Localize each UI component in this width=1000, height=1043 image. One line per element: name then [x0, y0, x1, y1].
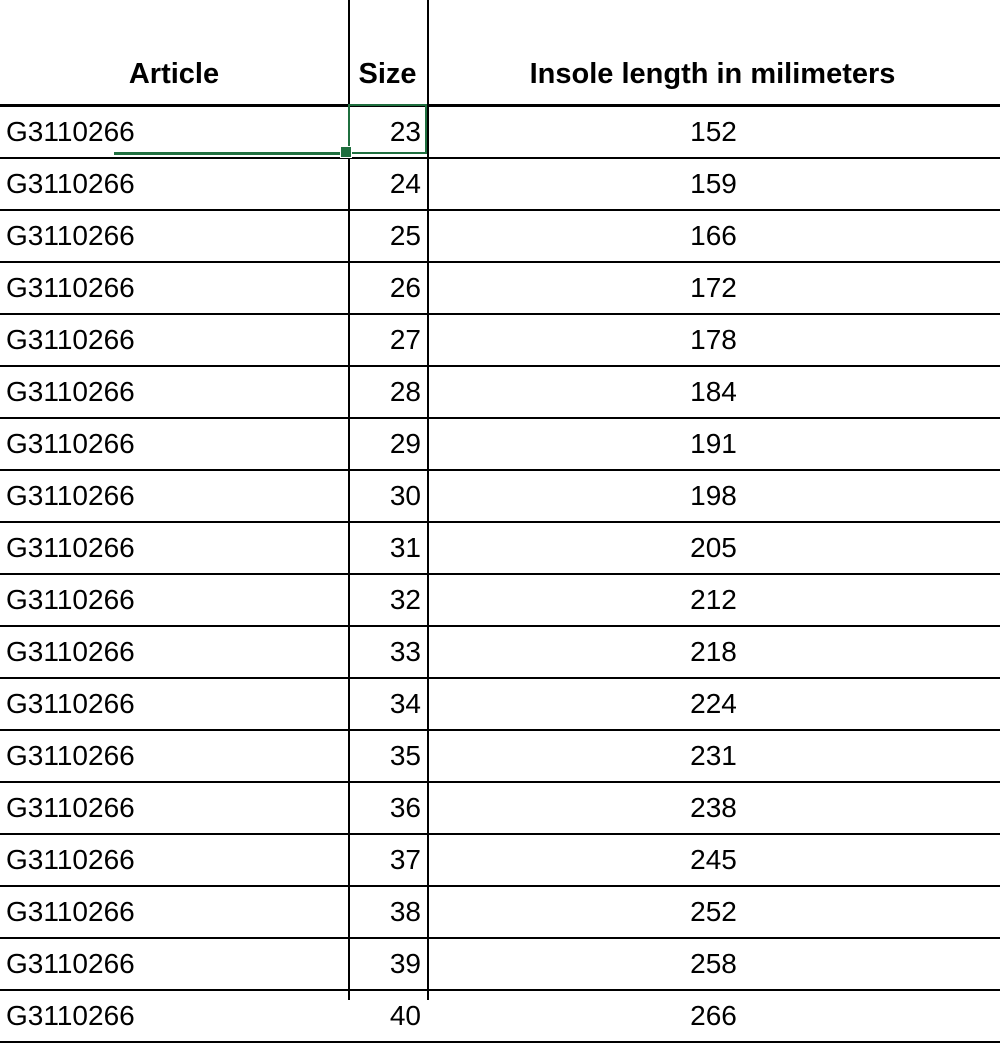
cell-size[interactable]: 37 — [348, 834, 427, 886]
table-row[interactable] — [0, 106, 1000, 159]
table-row[interactable] — [0, 990, 1000, 1042]
cell-article[interactable]: G3110266 — [0, 262, 348, 314]
cell-size[interactable]: 30 — [348, 470, 427, 522]
cell-article[interactable]: G3110266 — [0, 834, 348, 886]
cell-article[interactable]: G3110266 — [0, 886, 348, 938]
cell-insole-length[interactable]: 178 — [427, 314, 1000, 366]
table-row[interactable] — [0, 886, 1000, 938]
cell-size[interactable]: 35 — [348, 730, 427, 782]
cell-insole-length[interactable]: 198 — [427, 470, 1000, 522]
cell-article[interactable]: G3110266 — [0, 574, 348, 626]
cell-article[interactable]: G3110266 — [0, 314, 348, 366]
table-row[interactable] — [0, 626, 1000, 678]
cell-article[interactable]: G3110266 — [0, 210, 348, 262]
column-header-article[interactable]: Article — [0, 44, 348, 106]
cell-size[interactable]: 23 — [348, 106, 427, 159]
table-row[interactable] — [0, 574, 1000, 626]
cell-article[interactable]: G3110266 — [0, 626, 348, 678]
table-row[interactable] — [0, 938, 1000, 990]
cell-insole-length[interactable]: 245 — [427, 834, 1000, 886]
cell-insole-length[interactable]: 152 — [427, 106, 1000, 159]
cell-article[interactable]: G3110266 — [0, 158, 348, 210]
cell-article[interactable]: G3110266 — [0, 730, 348, 782]
cell-article[interactable]: G3110266 — [0, 990, 348, 1042]
cell-insole-length[interactable]: 224 — [427, 678, 1000, 730]
table-row[interactable] — [0, 418, 1000, 470]
table-row[interactable] — [0, 730, 1000, 782]
cell-size[interactable]: 31 — [348, 522, 427, 574]
column-header-insole-length[interactable]: Insole length in milimeters — [427, 44, 1000, 106]
cell-size[interactable]: 26 — [348, 262, 427, 314]
table-row[interactable] — [0, 782, 1000, 834]
cell-insole-length[interactable]: 184 — [427, 366, 1000, 418]
cell-article[interactable]: G3110266 — [0, 106, 348, 159]
cell-insole-length[interactable]: 212 — [427, 574, 1000, 626]
table-row[interactable] — [0, 158, 1000, 210]
cell-insole-length[interactable]: 238 — [427, 782, 1000, 834]
cell-size[interactable]: 32 — [348, 574, 427, 626]
cell-insole-length[interactable]: 159 — [427, 158, 1000, 210]
cell-insole-length[interactable]: 266 — [427, 990, 1000, 1042]
table-row[interactable] — [0, 522, 1000, 574]
cell-article[interactable]: G3110266 — [0, 470, 348, 522]
cell-size[interactable]: 36 — [348, 782, 427, 834]
table-row[interactable] — [0, 210, 1000, 262]
cell-size[interactable]: 24 — [348, 158, 427, 210]
cell-size[interactable]: 28 — [348, 366, 427, 418]
cell-insole-length[interactable]: 231 — [427, 730, 1000, 782]
cell-insole-length[interactable]: 172 — [427, 262, 1000, 314]
cell-size[interactable]: 38 — [348, 886, 427, 938]
cell-article[interactable]: G3110266 — [0, 522, 348, 574]
cell-size[interactable]: 25 — [348, 210, 427, 262]
cell-size[interactable]: 40 — [348, 990, 427, 1042]
table-row[interactable] — [0, 470, 1000, 522]
cell-insole-length[interactable]: 258 — [427, 938, 1000, 990]
cell-article[interactable]: G3110266 — [0, 366, 348, 418]
cell-insole-length[interactable]: 166 — [427, 210, 1000, 262]
table-row[interactable] — [0, 834, 1000, 886]
table-row[interactable] — [0, 262, 1000, 314]
cell-article[interactable]: G3110266 — [0, 678, 348, 730]
table-row[interactable] — [0, 678, 1000, 730]
cell-size[interactable]: 34 — [348, 678, 427, 730]
cell-size[interactable]: 29 — [348, 418, 427, 470]
cell-insole-length[interactable]: 252 — [427, 886, 1000, 938]
header-row — [0, 44, 1000, 106]
table-row[interactable] — [0, 314, 1000, 366]
cell-insole-length[interactable]: 205 — [427, 522, 1000, 574]
cell-insole-length[interactable]: 218 — [427, 626, 1000, 678]
cell-article[interactable]: G3110266 — [0, 418, 348, 470]
cell-size[interactable]: 33 — [348, 626, 427, 678]
table-body — [0, 106, 1000, 1043]
table-header — [0, 44, 1000, 106]
cell-article[interactable]: G3110266 — [0, 782, 348, 834]
cell-insole-length[interactable]: 191 — [427, 418, 1000, 470]
data-table — [0, 44, 1000, 1043]
cell-article[interactable]: G3110266 — [0, 938, 348, 990]
table-row[interactable] — [0, 366, 1000, 418]
cell-size[interactable]: 27 — [348, 314, 427, 366]
column-header-size[interactable]: Size — [348, 44, 427, 106]
cell-size[interactable]: 39 — [348, 938, 427, 990]
